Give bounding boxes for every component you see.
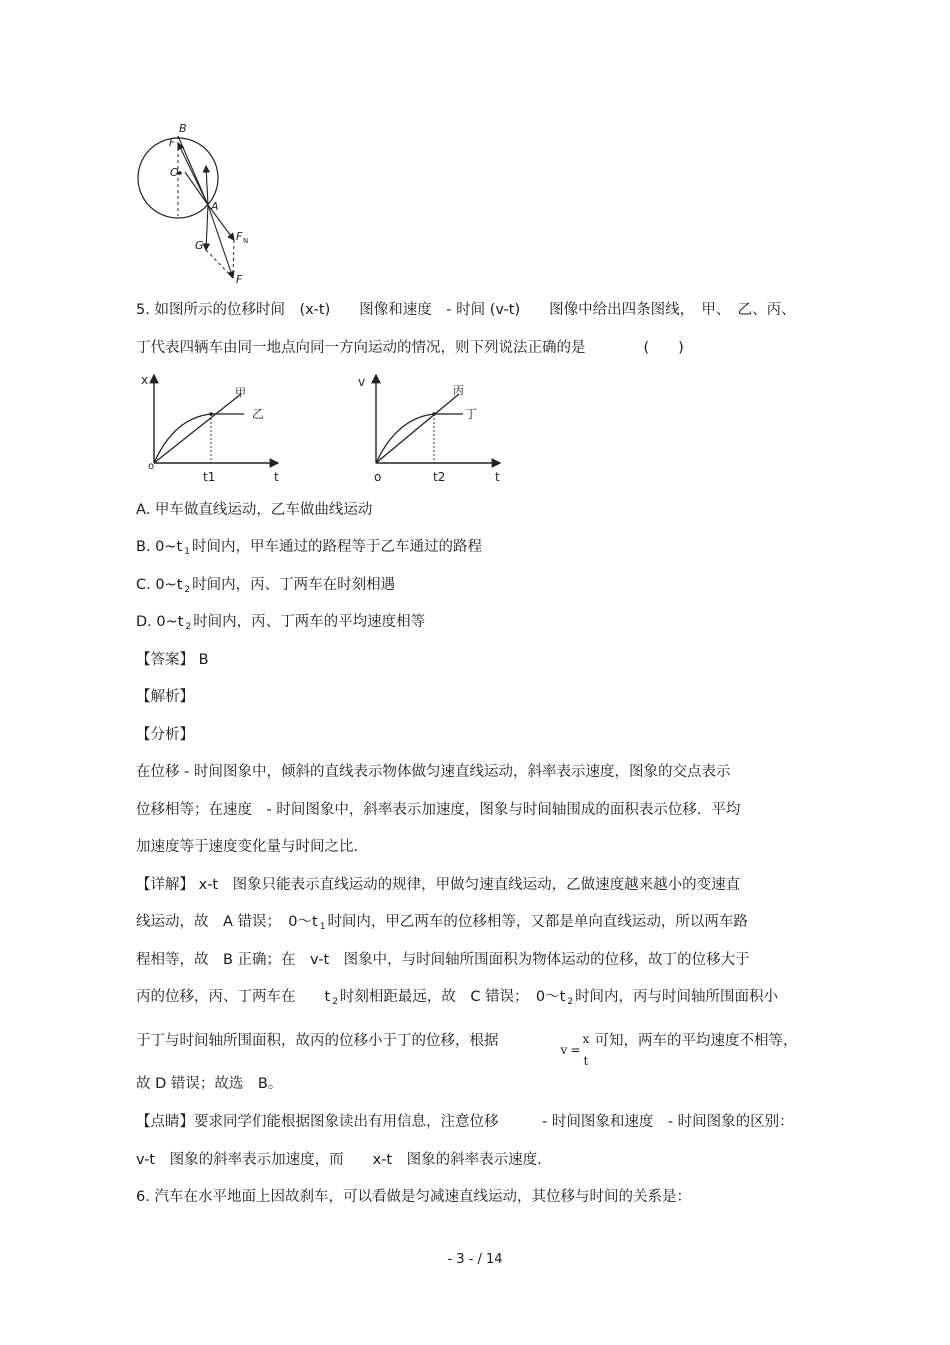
formula-v-x-over-t: v = x t — [560, 1032, 590, 1068]
label-G: G — [195, 239, 204, 252]
xt-origin: o — [148, 461, 155, 472]
fenxi-line3: 加速度等于速度变化量与时间之比. — [136, 839, 359, 855]
option-d: D. 0~t $_2$ 时间内，丙、丁两车的平均速度相等 — [136, 614, 426, 632]
circle-force-diagram — [130, 118, 260, 288]
option-c: C. 0~t $_2$ 时间内，丙、丁两车在时刻相遇 — [136, 577, 396, 595]
option-a: A. 甲车做直线运动，乙车做曲线运动 — [136, 502, 373, 518]
detail-line3: 程相等，故 B 正确；在 v-t 图象中，与时间轴所围面积为物体运动的位移，故丁的位移大于 — [136, 952, 750, 968]
detail-line5: 于丁与时间轴所围面积，故丙的位移小于丁的位移，根据 v = x t 可知，两车的平均速度不相等， — [136, 1024, 798, 1058]
label-FN: F — [236, 230, 243, 243]
q5-line2: 丁代表四辆车由同一地点向同一方向运动的情况，则下列说法正确的是 ( ) — [136, 340, 684, 356]
q5-line1: 5. 如图所示的位移时间 (x-t) 图像和速度 - 时间 (v-t) 图像中给出四条图线， 甲、 乙、丙、 — [136, 302, 796, 318]
option-b: B. 0~t $_1$ 时间内，甲车通过的路程等于乙车通过的路程 — [136, 539, 482, 557]
dianjing-line2: v-t 图象的斜率表示加速度，而 x-t 图象的斜率表示速度. — [136, 1152, 542, 1168]
answer: 【答案】 B — [136, 652, 209, 668]
xt-tick-t1: t1 — [203, 470, 216, 484]
dianjing-line1: 【点睛】要求同学们能根据图象读出有用信息，注意位移 - 时间图象和速度 - 时间图象的区别： — [136, 1114, 794, 1130]
fenxi-line1: 在位移 - 时间图象中，倾斜的直线表示物体做匀速直线运动，斜率表示速度，图象的交点表示 — [136, 764, 731, 780]
detail-line1: 【详解】 x-t 图象只能表示直线运动的规律，甲做匀速直线运动，乙做速度越来越小的变速直 — [136, 877, 741, 893]
xt-x-label: t — [274, 470, 279, 484]
fenxi-line2: 位移相等；在速度 - 时间图象中，斜率表示加速度，图象与时间轴围成的面积表示位移．平均 — [136, 802, 741, 818]
page-footer: - 3 - / 14 — [447, 1252, 503, 1267]
xt-label-jia: 甲 — [235, 386, 246, 399]
q6-line1: 6. 汽车在水平地面上因故刹车，可以看做是匀减速直线运动，其位移与时间的关系是： — [136, 1189, 691, 1205]
vt-graph — [355, 370, 505, 488]
label-O: O — [170, 166, 179, 179]
fenxi-heading: 【分析】 — [136, 727, 194, 743]
vt-origin: o — [374, 470, 382, 484]
label-B: B — [179, 122, 187, 135]
detail-line6: 故 D 错误；故选 B。 — [136, 1076, 283, 1092]
vt-label-ding: 丁 — [465, 407, 478, 421]
vt-label-bing: 丙 — [453, 384, 464, 397]
xt-y-label: x — [141, 373, 149, 387]
label-FN-sub: N — [243, 237, 249, 245]
vt-tick-t2: t2 — [433, 470, 446, 484]
xt-label-yi: 乙 — [252, 407, 265, 421]
label-F-bottom: F — [236, 273, 243, 286]
label-A: A — [211, 200, 219, 213]
vt-x-label: t — [495, 470, 500, 484]
analysis-heading: 【解析】 — [136, 689, 194, 705]
label-F-top: F — [169, 136, 176, 149]
xt-graph — [138, 370, 288, 488]
detail-line4: 丙的位移，丙、丁两车在 t $_2$ 时刻相距最远，故 C 错误； 0～t $_2$ 时间内，丙与时间轴所围面积小 — [136, 989, 779, 1007]
detail-line2: 线运动，故 A 错误； 0～t $_1$ 时间内，甲乙两车的位移相等，又都是单向直线运动，所以两车路 — [136, 914, 748, 932]
vt-y-label: v — [358, 375, 366, 389]
